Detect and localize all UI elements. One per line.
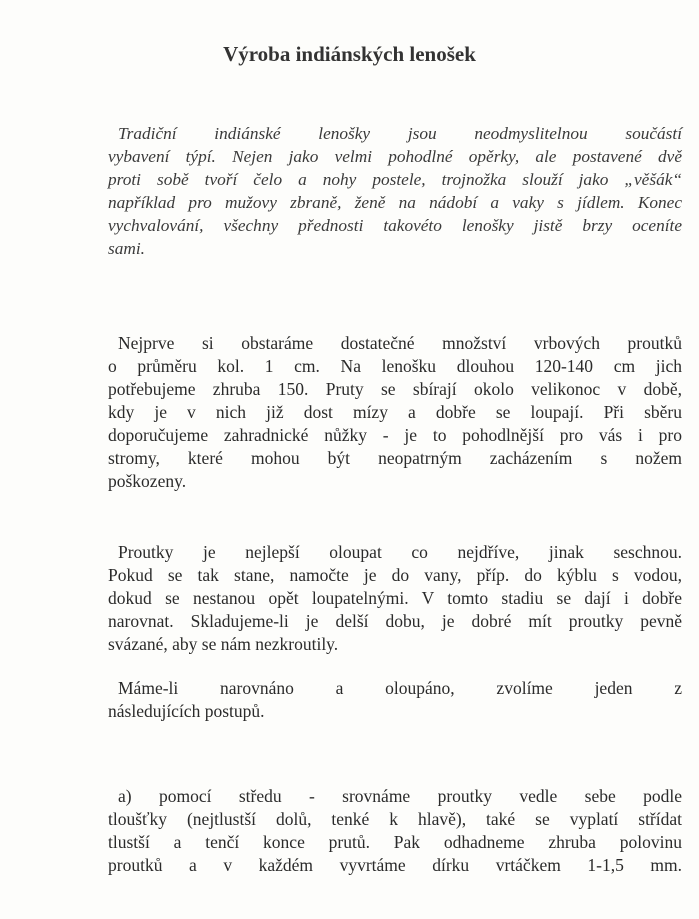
paragraph-line: následujících postupů. [108,701,265,721]
materials-paragraph [108,332,682,493]
paragraph-line: Máme-li narovnáno a oloupáno, zvolíme jeden z [118,678,682,698]
paragraph-line: poškozeny. [108,471,187,491]
paragraph-line: tloušťky (nejtlustší dolů, tenké k hlavě), také se vyplatí střídat [108,809,682,829]
paragraph-line: tlustší a tenčí konce prutů. Pak odhadneme zhruba polovinu [108,832,682,852]
paragraph-line: Tradiční indiánské lenošky jsou neodmyslitelnou součástí [118,124,682,143]
intro-paragraph [108,122,682,260]
paragraph-line: doporučujeme zahradnické nůžky - je to pohodlnější pro vás i pro [108,425,682,445]
paragraph-line: narovnat. Skladujeme-li je delší dobu, je dobré mít proutky pevně [108,611,682,631]
paragraph-line: Proutky je nejlepší oloupat co nejdříve, jinak seschnou. [118,542,682,562]
paragraph-line: Pokud se tak stane, namočte je do vany, příp. do kýblu s vodou, [108,565,682,585]
paragraph-line: například pro mužovy zbraně, ženě na nádobí a vaky s jídlem. Konec [108,193,682,212]
peeling-paragraph [108,541,682,656]
paragraph-line: potřebujeme zhruba 150. Pruty se sbírají okolo velikonoc v době, [108,379,682,399]
paragraph-line: sami. [108,239,145,258]
method-choice-paragraph [108,677,682,723]
paragraph-line: svázané, aby se nám nezkroutily. [108,634,339,654]
method-a-paragraph [108,785,682,877]
paragraph-line: vychvalování, všechny přednosti takovéto lenošky jistě brzy oceníte [108,216,682,235]
paragraph-line: a) pomocí středu - srovnáme proutky vedle sebe podle [118,786,682,806]
paragraph-line: proutků a v každém vyvrtáme dírku vrtáčkem 1-1,5 mm. [108,855,682,875]
paragraph-line: dokud se nestanou opět loupatelnými. V tomto stadiu se dají i dobře [108,588,682,608]
paragraph-line: proti sobě tvoří čelo a nohy postele, trojnožka slouží jako „věšák“ [108,170,682,189]
paragraph-line: stromy, které mohou být neopatrným zacházením s nožem [108,448,682,468]
paragraph-line: vybavení týpí. Nejen jako velmi pohodlné opěrky, ale postavené dvě [108,147,682,166]
paragraph-line: kdy je v nich již dost mízy a dobře se loupají. Při sběru [108,402,682,422]
paragraph-line: o průměru kol. 1 cm. Na lenošku dlouhou 120-140 cm jich [108,356,682,376]
document-title: Výroba indiánských lenošek [223,42,476,66]
paragraph-line: Nejprve si obstaráme dostatečné množství vrbových proutků [118,333,682,353]
